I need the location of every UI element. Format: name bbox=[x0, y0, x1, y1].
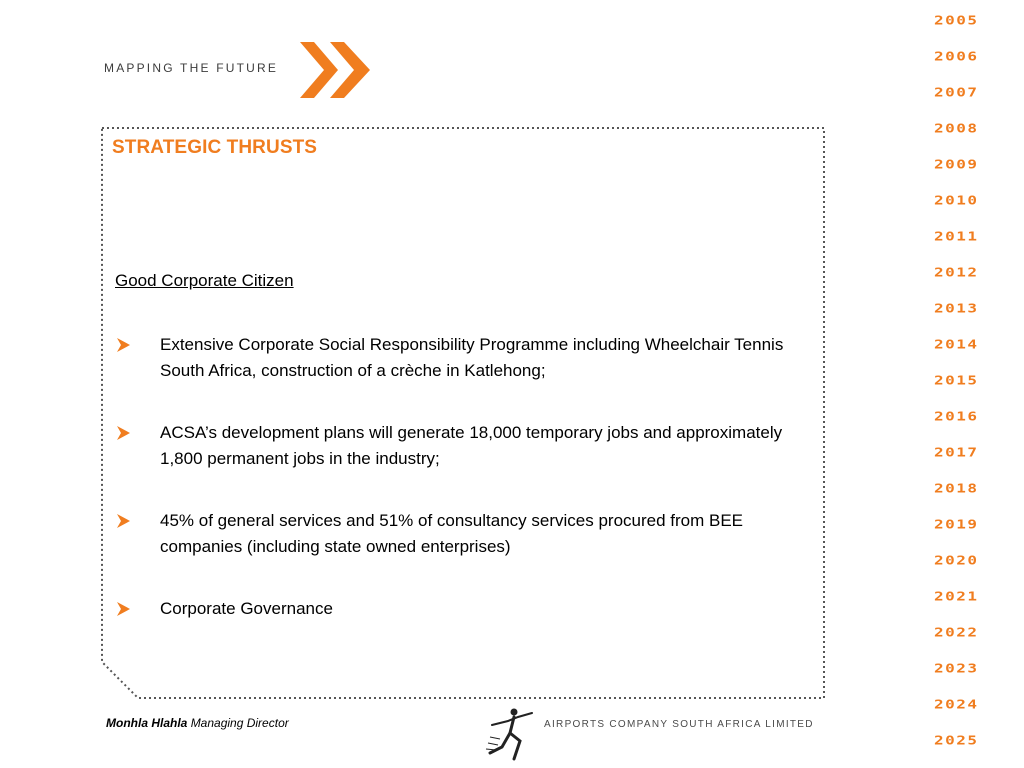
year-label: 2007 bbox=[934, 84, 979, 100]
year-label: 2018 bbox=[934, 480, 979, 496]
presenter-name: Monhla Hlahla bbox=[106, 716, 188, 730]
bullet-item bbox=[115, 508, 795, 560]
footer-presenter bbox=[106, 716, 289, 730]
presenter-role: Managing Director bbox=[190, 716, 289, 730]
arrow-bullet-icon bbox=[117, 338, 130, 352]
bullet-item bbox=[115, 332, 795, 384]
year-label: 2006 bbox=[934, 48, 979, 64]
year-label: 2013 bbox=[934, 300, 979, 316]
year-label: 2021 bbox=[934, 588, 979, 604]
year-label: 2011 bbox=[934, 228, 979, 244]
year-label: 2009 bbox=[934, 156, 979, 172]
year-label: 2025 bbox=[934, 732, 979, 748]
year-label: 2023 bbox=[934, 660, 979, 676]
bullet-item bbox=[115, 596, 795, 622]
bullet-text: ACSA’s development plans will generate 18,000 temporary jobs and approximately 1,800 permanent jobs in the industry; bbox=[160, 423, 783, 468]
double-chevron-icon bbox=[300, 42, 376, 98]
slide-title: STRATEGIC THRUSTS bbox=[112, 137, 318, 158]
year-label: 2024 bbox=[934, 696, 979, 712]
bullet-text: Corporate Governance bbox=[160, 599, 333, 618]
bullet-text: Extensive Corporate Social Responsibility Programme including Wheelchair Tennis South Africa, construction of a crèche in Katlehong; bbox=[160, 335, 784, 380]
section-heading: Good Corporate Citizen bbox=[115, 271, 294, 290]
year-label: 2010 bbox=[934, 192, 979, 208]
year-label: 2012 bbox=[934, 264, 979, 280]
bullet-text: 45% of general services and 51% of consultancy services procured from BEE companies (including state owned enterprises) bbox=[160, 511, 744, 556]
header-logo bbox=[104, 42, 376, 98]
year-label: 2008 bbox=[934, 120, 979, 136]
year-label: 2016 bbox=[934, 408, 979, 424]
year-label: 2014 bbox=[934, 336, 979, 352]
arrow-bullet-icon bbox=[117, 514, 130, 528]
bullet-item bbox=[115, 420, 795, 472]
bullet-list bbox=[115, 332, 795, 622]
company-name: AIRPORTS COMPANY SOUTH AFRICA LIMITED bbox=[544, 719, 814, 730]
year-label: 2017 bbox=[934, 444, 979, 460]
arrow-bullet-icon bbox=[117, 426, 130, 440]
header-tagline: MAPPING THE FUTURE bbox=[104, 61, 279, 75]
year-label: 2015 bbox=[934, 372, 979, 388]
year-label: 2005 bbox=[934, 12, 979, 28]
year-label: 2022 bbox=[934, 624, 979, 640]
arrow-bullet-icon bbox=[117, 602, 130, 616]
year-timeline bbox=[934, 12, 998, 768]
year-label: 2019 bbox=[934, 516, 979, 532]
year-label: 2020 bbox=[934, 552, 979, 568]
acsa-figure-logo bbox=[484, 703, 540, 763]
